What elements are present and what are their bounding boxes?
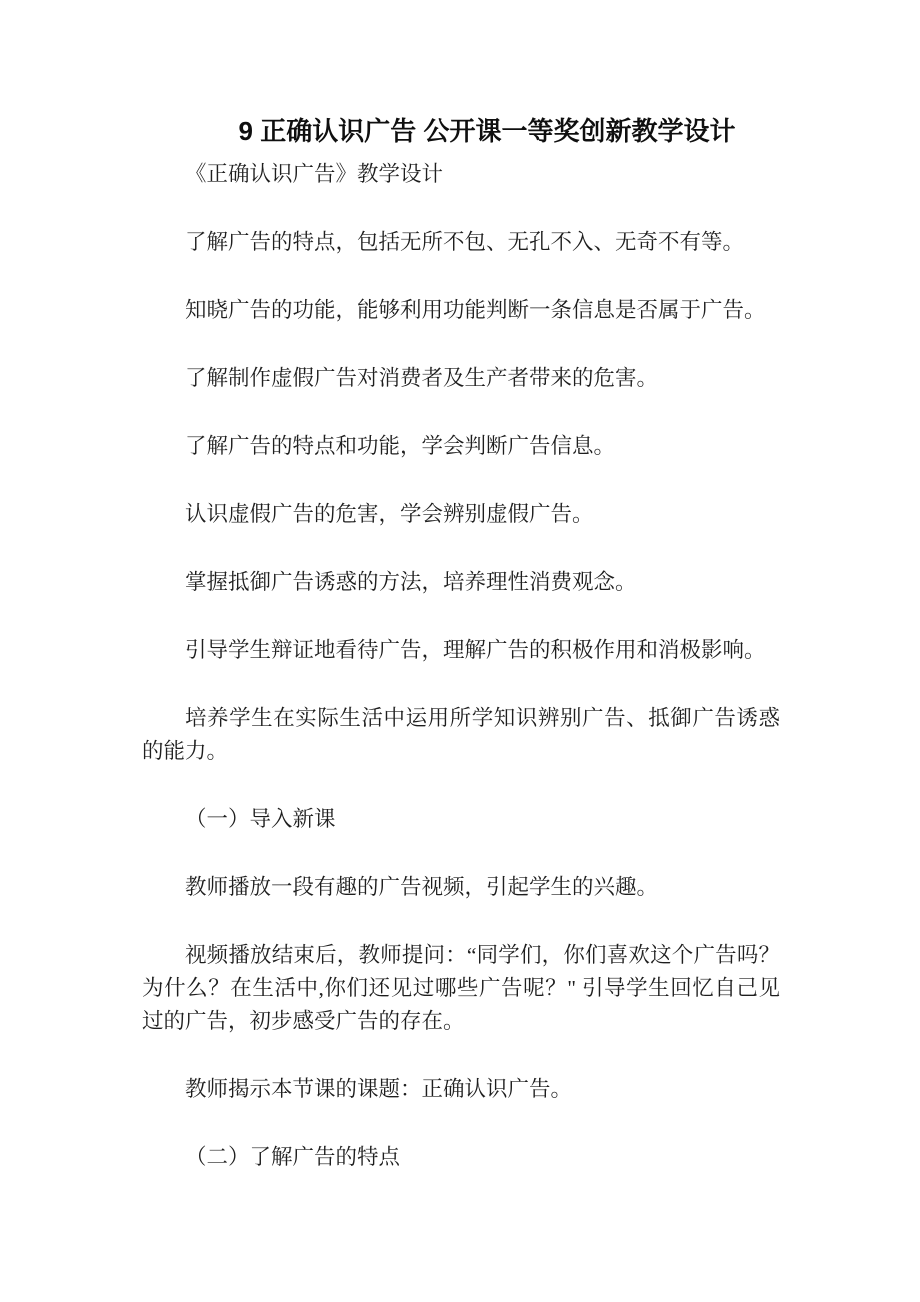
doc-paragraph: 教师播放一段有趣的广告视频，引起学生的兴趣。 <box>185 875 659 899</box>
document-subtitle: 《正确认识广告》教学设计 <box>185 162 444 186</box>
doc-paragraph: 了解广告的特点和功能，学会判断广告信息。 <box>185 434 616 458</box>
doc-paragraph: 了解广告的特点，包括无所不包、无孔不入、无奇不有等。 <box>185 230 745 254</box>
doc-paragraph: 掌握抵御广告诱惑的方法，培养理性消费观念。 <box>185 570 637 594</box>
doc-paragraph: 视频播放结束后，教师提问：“同学们，你们喜欢这个广告吗？为什么？在生活中,你们还见过哪些广告呢？" 引导学生回忆自己见过的广告，初步感受广告的存在。 <box>142 943 780 1033</box>
doc-paragraph: 了解制作虚假广告对消费者及生产者带来的危害。 <box>185 366 659 390</box>
doc-paragraph: 教师揭示本节课的课题：正确认识广告。 <box>185 1077 573 1101</box>
document-content <box>142 0 780 1209</box>
section-heading-2: （二）了解广告的特点 <box>185 1145 401 1169</box>
doc-paragraph: 引导学生辩证地看待广告，理解广告的积极作用和消极影响。 <box>185 638 766 662</box>
doc-paragraph: 培养学生在实际生活中运用所学知识辨别广告、抵御广告诱惑的能力。 <box>142 706 780 763</box>
document-title: 9 正确认识广告 公开课一等奖创新教学设计 <box>238 116 736 146</box>
section-heading-1: （一）导入新课 <box>185 807 336 831</box>
doc-paragraph: 知晓广告的功能，能够利用功能判断一条信息是否属于广告。 <box>185 298 766 322</box>
doc-paragraph: 认识虚假广告的危害，学会辨别虚假广告。 <box>185 502 594 526</box>
